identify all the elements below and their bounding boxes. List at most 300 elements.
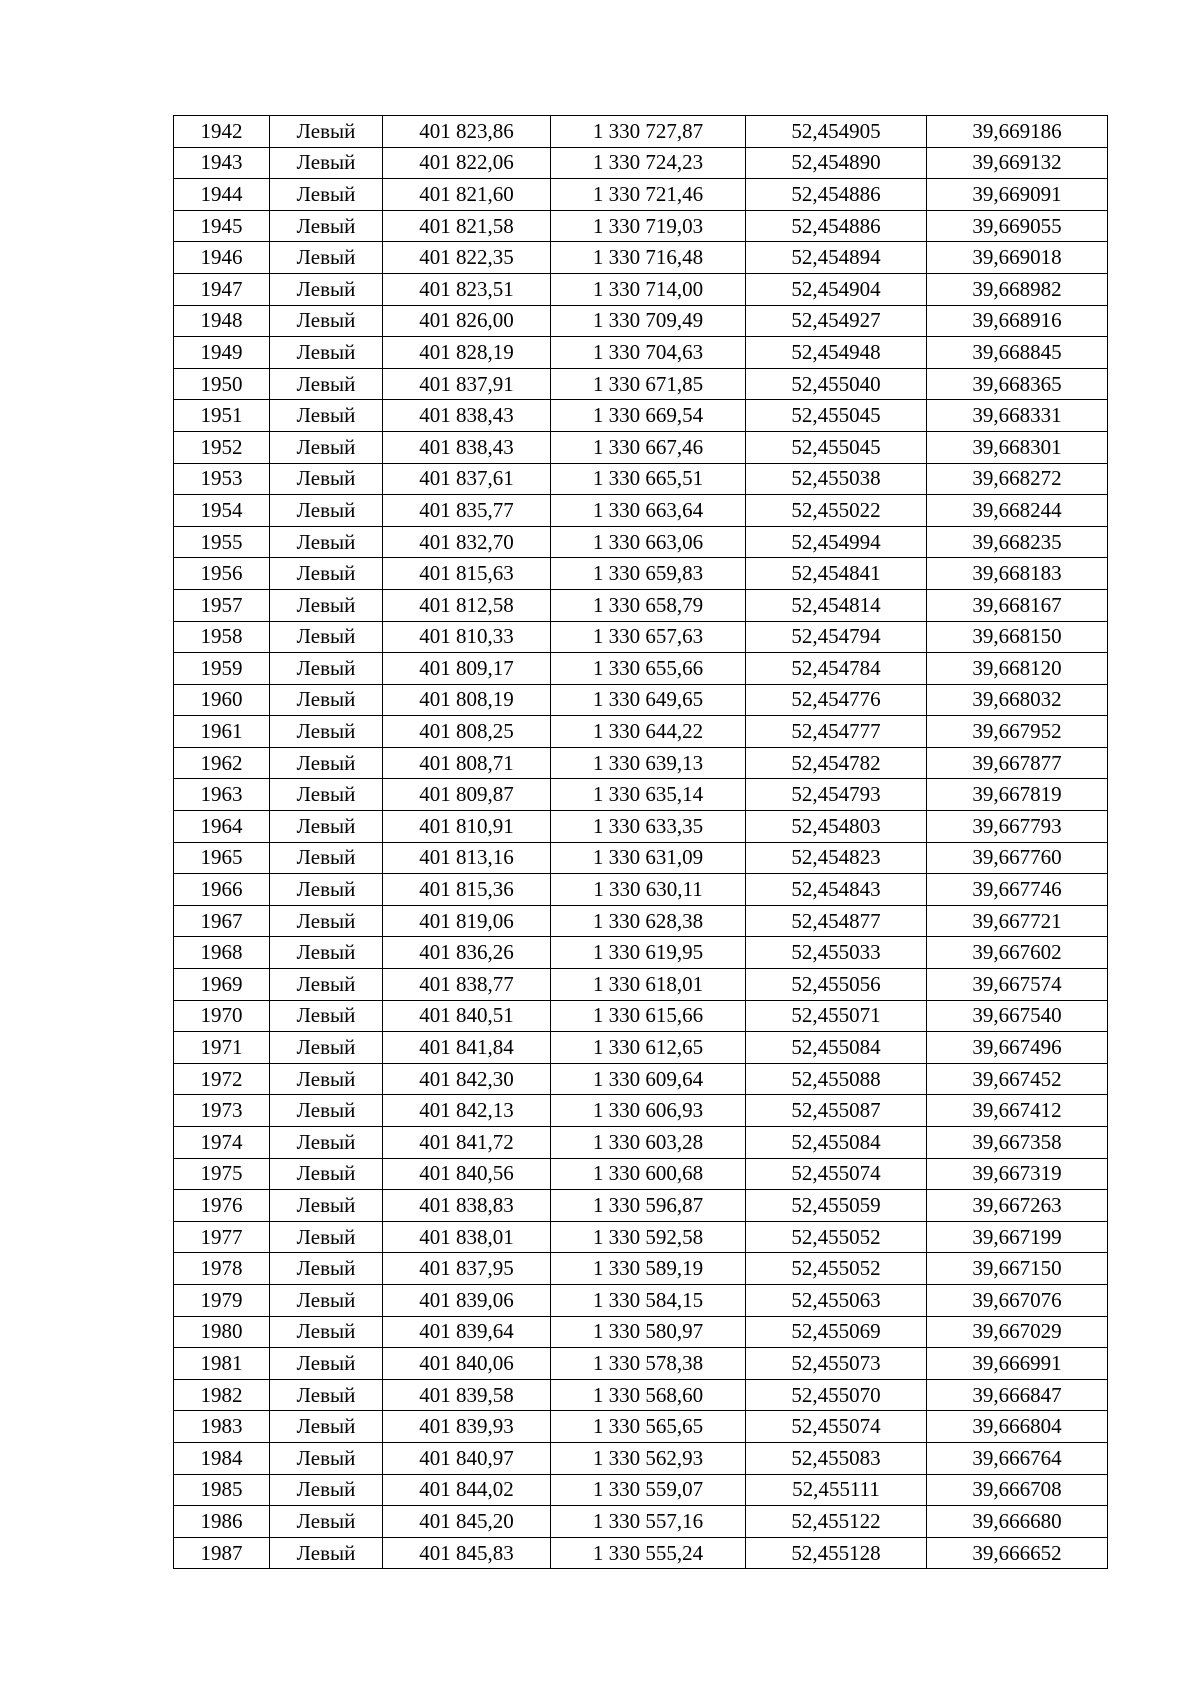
x-coordinate-cell: 401 837,61 — [383, 463, 551, 495]
table-row — [174, 431, 1108, 463]
side-cell: Левый — [270, 273, 383, 305]
latitude-cell: 52,455128 — [746, 1537, 927, 1569]
point-number-cell: 1984 — [174, 1442, 270, 1474]
table-row — [174, 210, 1108, 242]
longitude-cell: 39,667029 — [927, 1316, 1108, 1348]
x-coordinate-cell: 401 839,64 — [383, 1316, 551, 1348]
table-row — [174, 1284, 1108, 1316]
longitude-cell: 39,667793 — [927, 811, 1108, 843]
y-coordinate-cell: 1 330 609,64 — [551, 1063, 746, 1095]
side-cell: Левый — [270, 1158, 383, 1190]
y-coordinate-cell: 1 330 612,65 — [551, 1032, 746, 1064]
side-cell: Левый — [270, 368, 383, 400]
point-number-cell: 1964 — [174, 811, 270, 843]
longitude-cell: 39,669055 — [927, 210, 1108, 242]
y-coordinate-cell: 1 330 565,65 — [551, 1411, 746, 1443]
longitude-cell: 39,667877 — [927, 747, 1108, 779]
x-coordinate-cell: 401 838,01 — [383, 1221, 551, 1253]
table-row — [174, 1127, 1108, 1159]
longitude-cell: 39,668272 — [927, 463, 1108, 495]
side-cell: Левый — [270, 526, 383, 558]
x-coordinate-cell: 401 842,13 — [383, 1095, 551, 1127]
side-cell: Левый — [270, 210, 383, 242]
table-row — [174, 1063, 1108, 1095]
point-number-cell: 1979 — [174, 1284, 270, 1316]
latitude-cell: 52,455074 — [746, 1411, 927, 1443]
x-coordinate-cell: 401 838,83 — [383, 1190, 551, 1222]
table-row — [174, 558, 1108, 590]
side-cell: Левый — [270, 1127, 383, 1159]
side-cell: Левый — [270, 1379, 383, 1411]
latitude-cell: 52,454886 — [746, 179, 927, 211]
table-row — [174, 368, 1108, 400]
side-cell: Левый — [270, 969, 383, 1001]
table-row — [174, 589, 1108, 621]
side-cell: Левый — [270, 1442, 383, 1474]
y-coordinate-cell: 1 330 606,93 — [551, 1095, 746, 1127]
x-coordinate-cell: 401 845,20 — [383, 1506, 551, 1538]
table-row — [174, 1442, 1108, 1474]
latitude-cell: 52,454776 — [746, 684, 927, 716]
x-coordinate-cell: 401 841,72 — [383, 1127, 551, 1159]
latitude-cell: 52,454793 — [746, 779, 927, 811]
table-row — [174, 779, 1108, 811]
longitude-cell: 39,669018 — [927, 242, 1108, 274]
y-coordinate-cell: 1 330 704,63 — [551, 337, 746, 369]
latitude-cell: 52,455040 — [746, 368, 927, 400]
x-coordinate-cell: 401 837,91 — [383, 368, 551, 400]
table-row — [174, 1000, 1108, 1032]
point-number-cell: 1961 — [174, 716, 270, 748]
longitude-cell: 39,668982 — [927, 273, 1108, 305]
point-number-cell: 1972 — [174, 1063, 270, 1095]
side-cell: Левый — [270, 1474, 383, 1506]
side-cell: Левый — [270, 1095, 383, 1127]
y-coordinate-cell: 1 330 657,63 — [551, 621, 746, 653]
y-coordinate-cell: 1 330 619,95 — [551, 937, 746, 969]
longitude-cell: 39,669091 — [927, 179, 1108, 211]
side-cell: Левый — [270, 147, 383, 179]
side-cell: Левый — [270, 495, 383, 527]
y-coordinate-cell: 1 330 655,66 — [551, 653, 746, 685]
y-coordinate-cell: 1 330 589,19 — [551, 1253, 746, 1285]
table-row — [174, 1379, 1108, 1411]
y-coordinate-cell: 1 330 600,68 — [551, 1158, 746, 1190]
table-row — [174, 1316, 1108, 1348]
x-coordinate-cell: 401 822,35 — [383, 242, 551, 274]
point-number-cell: 1966 — [174, 874, 270, 906]
point-number-cell: 1954 — [174, 495, 270, 527]
y-coordinate-cell: 1 330 727,87 — [551, 116, 746, 148]
point-number-cell: 1962 — [174, 747, 270, 779]
latitude-cell: 52,455052 — [746, 1221, 927, 1253]
latitude-cell: 52,454948 — [746, 337, 927, 369]
x-coordinate-cell: 401 813,16 — [383, 842, 551, 874]
longitude-cell: 39,669132 — [927, 147, 1108, 179]
side-cell: Левый — [270, 463, 383, 495]
longitude-cell: 39,667412 — [927, 1095, 1108, 1127]
point-number-cell: 1951 — [174, 400, 270, 432]
y-coordinate-cell: 1 330 721,46 — [551, 179, 746, 211]
point-number-cell: 1973 — [174, 1095, 270, 1127]
longitude-cell: 39,666652 — [927, 1537, 1108, 1569]
y-coordinate-cell: 1 330 618,01 — [551, 969, 746, 1001]
table-row — [174, 179, 1108, 211]
y-coordinate-cell: 1 330 555,24 — [551, 1537, 746, 1569]
x-coordinate-cell: 401 822,06 — [383, 147, 551, 179]
longitude-cell: 39,667199 — [927, 1221, 1108, 1253]
side-cell: Левый — [270, 589, 383, 621]
latitude-cell: 52,454894 — [746, 242, 927, 274]
side-cell: Левый — [270, 621, 383, 653]
table-row — [174, 1032, 1108, 1064]
x-coordinate-cell: 401 838,77 — [383, 969, 551, 1001]
latitude-cell: 52,455083 — [746, 1442, 927, 1474]
side-cell: Левый — [270, 337, 383, 369]
latitude-cell: 52,454886 — [746, 210, 927, 242]
latitude-cell: 52,455074 — [746, 1158, 927, 1190]
side-cell: Левый — [270, 1221, 383, 1253]
point-number-cell: 1974 — [174, 1127, 270, 1159]
longitude-cell: 39,666680 — [927, 1506, 1108, 1538]
longitude-cell: 39,667602 — [927, 937, 1108, 969]
table-row — [174, 147, 1108, 179]
x-coordinate-cell: 401 839,58 — [383, 1379, 551, 1411]
latitude-cell: 52,455045 — [746, 431, 927, 463]
point-number-cell: 1953 — [174, 463, 270, 495]
point-number-cell: 1960 — [174, 684, 270, 716]
point-number-cell: 1985 — [174, 1474, 270, 1506]
table-row — [174, 242, 1108, 274]
y-coordinate-cell: 1 330 716,48 — [551, 242, 746, 274]
table-row — [174, 495, 1108, 527]
point-number-cell: 1943 — [174, 147, 270, 179]
side-cell: Левый — [270, 1284, 383, 1316]
x-coordinate-cell: 401 838,43 — [383, 400, 551, 432]
y-coordinate-cell: 1 330 649,65 — [551, 684, 746, 716]
x-coordinate-cell: 401 808,71 — [383, 747, 551, 779]
y-coordinate-cell: 1 330 559,07 — [551, 1474, 746, 1506]
point-number-cell: 1983 — [174, 1411, 270, 1443]
coordinates-table-body — [174, 116, 1108, 1569]
latitude-cell: 52,455059 — [746, 1190, 927, 1222]
latitude-cell: 52,454905 — [746, 116, 927, 148]
y-coordinate-cell: 1 330 659,83 — [551, 558, 746, 590]
point-number-cell: 1949 — [174, 337, 270, 369]
x-coordinate-cell: 401 809,87 — [383, 779, 551, 811]
table-row — [174, 1253, 1108, 1285]
longitude-cell: 39,668365 — [927, 368, 1108, 400]
latitude-cell: 52,455038 — [746, 463, 927, 495]
point-number-cell: 1965 — [174, 842, 270, 874]
y-coordinate-cell: 1 330 631,09 — [551, 842, 746, 874]
point-number-cell: 1955 — [174, 526, 270, 558]
longitude-cell: 39,668301 — [927, 431, 1108, 463]
point-number-cell: 1976 — [174, 1190, 270, 1222]
latitude-cell: 52,455073 — [746, 1348, 927, 1380]
y-coordinate-cell: 1 330 639,13 — [551, 747, 746, 779]
side-cell: Левый — [270, 1537, 383, 1569]
y-coordinate-cell: 1 330 630,11 — [551, 874, 746, 906]
y-coordinate-cell: 1 330 603,28 — [551, 1127, 746, 1159]
y-coordinate-cell: 1 330 658,79 — [551, 589, 746, 621]
longitude-cell: 39,666764 — [927, 1442, 1108, 1474]
point-number-cell: 1980 — [174, 1316, 270, 1348]
latitude-cell: 52,454784 — [746, 653, 927, 685]
point-number-cell: 1987 — [174, 1537, 270, 1569]
y-coordinate-cell: 1 330 633,35 — [551, 811, 746, 843]
table-row — [174, 1348, 1108, 1380]
table-row — [174, 273, 1108, 305]
longitude-cell: 39,668845 — [927, 337, 1108, 369]
x-coordinate-cell: 401 815,63 — [383, 558, 551, 590]
latitude-cell: 52,455088 — [746, 1063, 927, 1095]
side-cell: Левый — [270, 842, 383, 874]
point-number-cell: 1967 — [174, 905, 270, 937]
longitude-cell: 39,667452 — [927, 1063, 1108, 1095]
x-coordinate-cell: 401 840,56 — [383, 1158, 551, 1190]
y-coordinate-cell: 1 330 663,06 — [551, 526, 746, 558]
table-row — [174, 937, 1108, 969]
x-coordinate-cell: 401 839,93 — [383, 1411, 551, 1443]
x-coordinate-cell: 401 838,43 — [383, 431, 551, 463]
side-cell: Левый — [270, 874, 383, 906]
side-cell: Левый — [270, 431, 383, 463]
y-coordinate-cell: 1 330 669,54 — [551, 400, 746, 432]
longitude-cell: 39,668183 — [927, 558, 1108, 590]
longitude-cell: 39,667076 — [927, 1284, 1108, 1316]
latitude-cell: 52,454877 — [746, 905, 927, 937]
point-number-cell: 1978 — [174, 1253, 270, 1285]
x-coordinate-cell: 401 821,58 — [383, 210, 551, 242]
y-coordinate-cell: 1 330 714,00 — [551, 273, 746, 305]
longitude-cell: 39,667952 — [927, 716, 1108, 748]
latitude-cell: 52,455084 — [746, 1127, 927, 1159]
point-number-cell: 1948 — [174, 305, 270, 337]
table-row — [174, 305, 1108, 337]
point-number-cell: 1946 — [174, 242, 270, 274]
side-cell: Левый — [270, 1190, 383, 1222]
y-coordinate-cell: 1 330 557,16 — [551, 1506, 746, 1538]
side-cell: Левый — [270, 716, 383, 748]
x-coordinate-cell: 401 815,36 — [383, 874, 551, 906]
x-coordinate-cell: 401 819,06 — [383, 905, 551, 937]
y-coordinate-cell: 1 330 615,66 — [551, 1000, 746, 1032]
latitude-cell: 52,454794 — [746, 621, 927, 653]
point-number-cell: 1963 — [174, 779, 270, 811]
side-cell: Левый — [270, 684, 383, 716]
side-cell: Левый — [270, 1032, 383, 1064]
point-number-cell: 1942 — [174, 116, 270, 148]
x-coordinate-cell: 401 808,25 — [383, 716, 551, 748]
x-coordinate-cell: 401 809,17 — [383, 653, 551, 685]
x-coordinate-cell: 401 842,30 — [383, 1063, 551, 1095]
x-coordinate-cell: 401 836,26 — [383, 937, 551, 969]
point-number-cell: 1982 — [174, 1379, 270, 1411]
point-number-cell: 1952 — [174, 431, 270, 463]
table-row — [174, 116, 1108, 148]
point-number-cell: 1959 — [174, 653, 270, 685]
table-row — [174, 716, 1108, 748]
table-row — [174, 1411, 1108, 1443]
latitude-cell: 52,454777 — [746, 716, 927, 748]
point-number-cell: 1986 — [174, 1506, 270, 1538]
table-row — [174, 1158, 1108, 1190]
longitude-cell: 39,668120 — [927, 653, 1108, 685]
x-coordinate-cell: 401 837,95 — [383, 1253, 551, 1285]
y-coordinate-cell: 1 330 644,22 — [551, 716, 746, 748]
longitude-cell: 39,668032 — [927, 684, 1108, 716]
y-coordinate-cell: 1 330 628,38 — [551, 905, 746, 937]
y-coordinate-cell: 1 330 562,93 — [551, 1442, 746, 1474]
longitude-cell: 39,668167 — [927, 589, 1108, 621]
latitude-cell: 52,455084 — [746, 1032, 927, 1064]
side-cell: Левый — [270, 1316, 383, 1348]
side-cell: Левый — [270, 779, 383, 811]
longitude-cell: 39,668244 — [927, 495, 1108, 527]
side-cell: Левый — [270, 242, 383, 274]
table-row — [174, 747, 1108, 779]
x-coordinate-cell: 401 840,06 — [383, 1348, 551, 1380]
latitude-cell: 52,455022 — [746, 495, 927, 527]
y-coordinate-cell: 1 330 709,49 — [551, 305, 746, 337]
x-coordinate-cell: 401 841,84 — [383, 1032, 551, 1064]
y-coordinate-cell: 1 330 667,46 — [551, 431, 746, 463]
side-cell: Левый — [270, 811, 383, 843]
latitude-cell: 52,455052 — [746, 1253, 927, 1285]
longitude-cell: 39,666991 — [927, 1348, 1108, 1380]
table-row — [174, 842, 1108, 874]
x-coordinate-cell: 401 823,51 — [383, 273, 551, 305]
point-number-cell: 1958 — [174, 621, 270, 653]
latitude-cell: 52,455063 — [746, 1284, 927, 1316]
table-row — [174, 1221, 1108, 1253]
latitude-cell: 52,454927 — [746, 305, 927, 337]
x-coordinate-cell: 401 823,86 — [383, 116, 551, 148]
x-coordinate-cell: 401 828,19 — [383, 337, 551, 369]
latitude-cell: 52,455122 — [746, 1506, 927, 1538]
longitude-cell: 39,667819 — [927, 779, 1108, 811]
x-coordinate-cell: 401 840,51 — [383, 1000, 551, 1032]
latitude-cell: 52,454904 — [746, 273, 927, 305]
x-coordinate-cell: 401 810,33 — [383, 621, 551, 653]
table-row — [174, 653, 1108, 685]
side-cell: Левый — [270, 1348, 383, 1380]
y-coordinate-cell: 1 330 665,51 — [551, 463, 746, 495]
latitude-cell: 52,455070 — [746, 1379, 927, 1411]
longitude-cell: 39,668916 — [927, 305, 1108, 337]
longitude-cell: 39,666708 — [927, 1474, 1108, 1506]
y-coordinate-cell: 1 330 663,64 — [551, 495, 746, 527]
latitude-cell: 52,455045 — [746, 400, 927, 432]
point-number-cell: 1957 — [174, 589, 270, 621]
longitude-cell: 39,668150 — [927, 621, 1108, 653]
longitude-cell: 39,669186 — [927, 116, 1108, 148]
side-cell: Левый — [270, 1411, 383, 1443]
point-number-cell: 1945 — [174, 210, 270, 242]
y-coordinate-cell: 1 330 568,60 — [551, 1379, 746, 1411]
longitude-cell: 39,667760 — [927, 842, 1108, 874]
x-coordinate-cell: 401 845,83 — [383, 1537, 551, 1569]
point-number-cell: 1947 — [174, 273, 270, 305]
longitude-cell: 39,666804 — [927, 1411, 1108, 1443]
point-number-cell: 1971 — [174, 1032, 270, 1064]
latitude-cell: 52,454841 — [746, 558, 927, 590]
y-coordinate-cell: 1 330 580,97 — [551, 1316, 746, 1348]
x-coordinate-cell: 401 808,19 — [383, 684, 551, 716]
table-row — [174, 1537, 1108, 1569]
table-row — [174, 1474, 1108, 1506]
longitude-cell: 39,666847 — [927, 1379, 1108, 1411]
longitude-cell: 39,667540 — [927, 1000, 1108, 1032]
table-row — [174, 463, 1108, 495]
y-coordinate-cell: 1 330 584,15 — [551, 1284, 746, 1316]
x-coordinate-cell: 401 810,91 — [383, 811, 551, 843]
coordinates-table — [173, 115, 1108, 1569]
table-row — [174, 400, 1108, 432]
side-cell: Левый — [270, 937, 383, 969]
latitude-cell: 52,455033 — [746, 937, 927, 969]
latitude-cell: 52,454843 — [746, 874, 927, 906]
point-number-cell: 1950 — [174, 368, 270, 400]
point-number-cell: 1969 — [174, 969, 270, 1001]
side-cell: Левый — [270, 747, 383, 779]
side-cell: Левый — [270, 305, 383, 337]
table-row — [174, 337, 1108, 369]
table-row — [174, 1095, 1108, 1127]
longitude-cell: 39,667496 — [927, 1032, 1108, 1064]
latitude-cell: 52,454994 — [746, 526, 927, 558]
point-number-cell: 1970 — [174, 1000, 270, 1032]
table-row — [174, 1506, 1108, 1538]
table-row — [174, 526, 1108, 558]
y-coordinate-cell: 1 330 724,23 — [551, 147, 746, 179]
longitude-cell: 39,667746 — [927, 874, 1108, 906]
longitude-cell: 39,667574 — [927, 969, 1108, 1001]
y-coordinate-cell: 1 330 592,58 — [551, 1221, 746, 1253]
latitude-cell: 52,455069 — [746, 1316, 927, 1348]
side-cell: Левый — [270, 1506, 383, 1538]
latitude-cell: 52,454890 — [746, 147, 927, 179]
table-row — [174, 811, 1108, 843]
table-row — [174, 684, 1108, 716]
latitude-cell: 52,455056 — [746, 969, 927, 1001]
x-coordinate-cell: 401 840,97 — [383, 1442, 551, 1474]
table-row — [174, 969, 1108, 1001]
point-number-cell: 1975 — [174, 1158, 270, 1190]
x-coordinate-cell: 401 835,77 — [383, 495, 551, 527]
point-number-cell: 1944 — [174, 179, 270, 211]
longitude-cell: 39,667150 — [927, 1253, 1108, 1285]
side-cell: Левый — [270, 1063, 383, 1095]
x-coordinate-cell: 401 826,00 — [383, 305, 551, 337]
side-cell: Левый — [270, 905, 383, 937]
y-coordinate-cell: 1 330 596,87 — [551, 1190, 746, 1222]
y-coordinate-cell: 1 330 578,38 — [551, 1348, 746, 1380]
latitude-cell: 52,454803 — [746, 811, 927, 843]
x-coordinate-cell: 401 839,06 — [383, 1284, 551, 1316]
point-number-cell: 1977 — [174, 1221, 270, 1253]
x-coordinate-cell: 401 821,60 — [383, 179, 551, 211]
point-number-cell: 1981 — [174, 1348, 270, 1380]
longitude-cell: 39,667358 — [927, 1127, 1108, 1159]
x-coordinate-cell: 401 844,02 — [383, 1474, 551, 1506]
side-cell: Левый — [270, 1000, 383, 1032]
table-row — [174, 1190, 1108, 1222]
longitude-cell: 39,667721 — [927, 905, 1108, 937]
latitude-cell: 52,454823 — [746, 842, 927, 874]
longitude-cell: 39,668331 — [927, 400, 1108, 432]
